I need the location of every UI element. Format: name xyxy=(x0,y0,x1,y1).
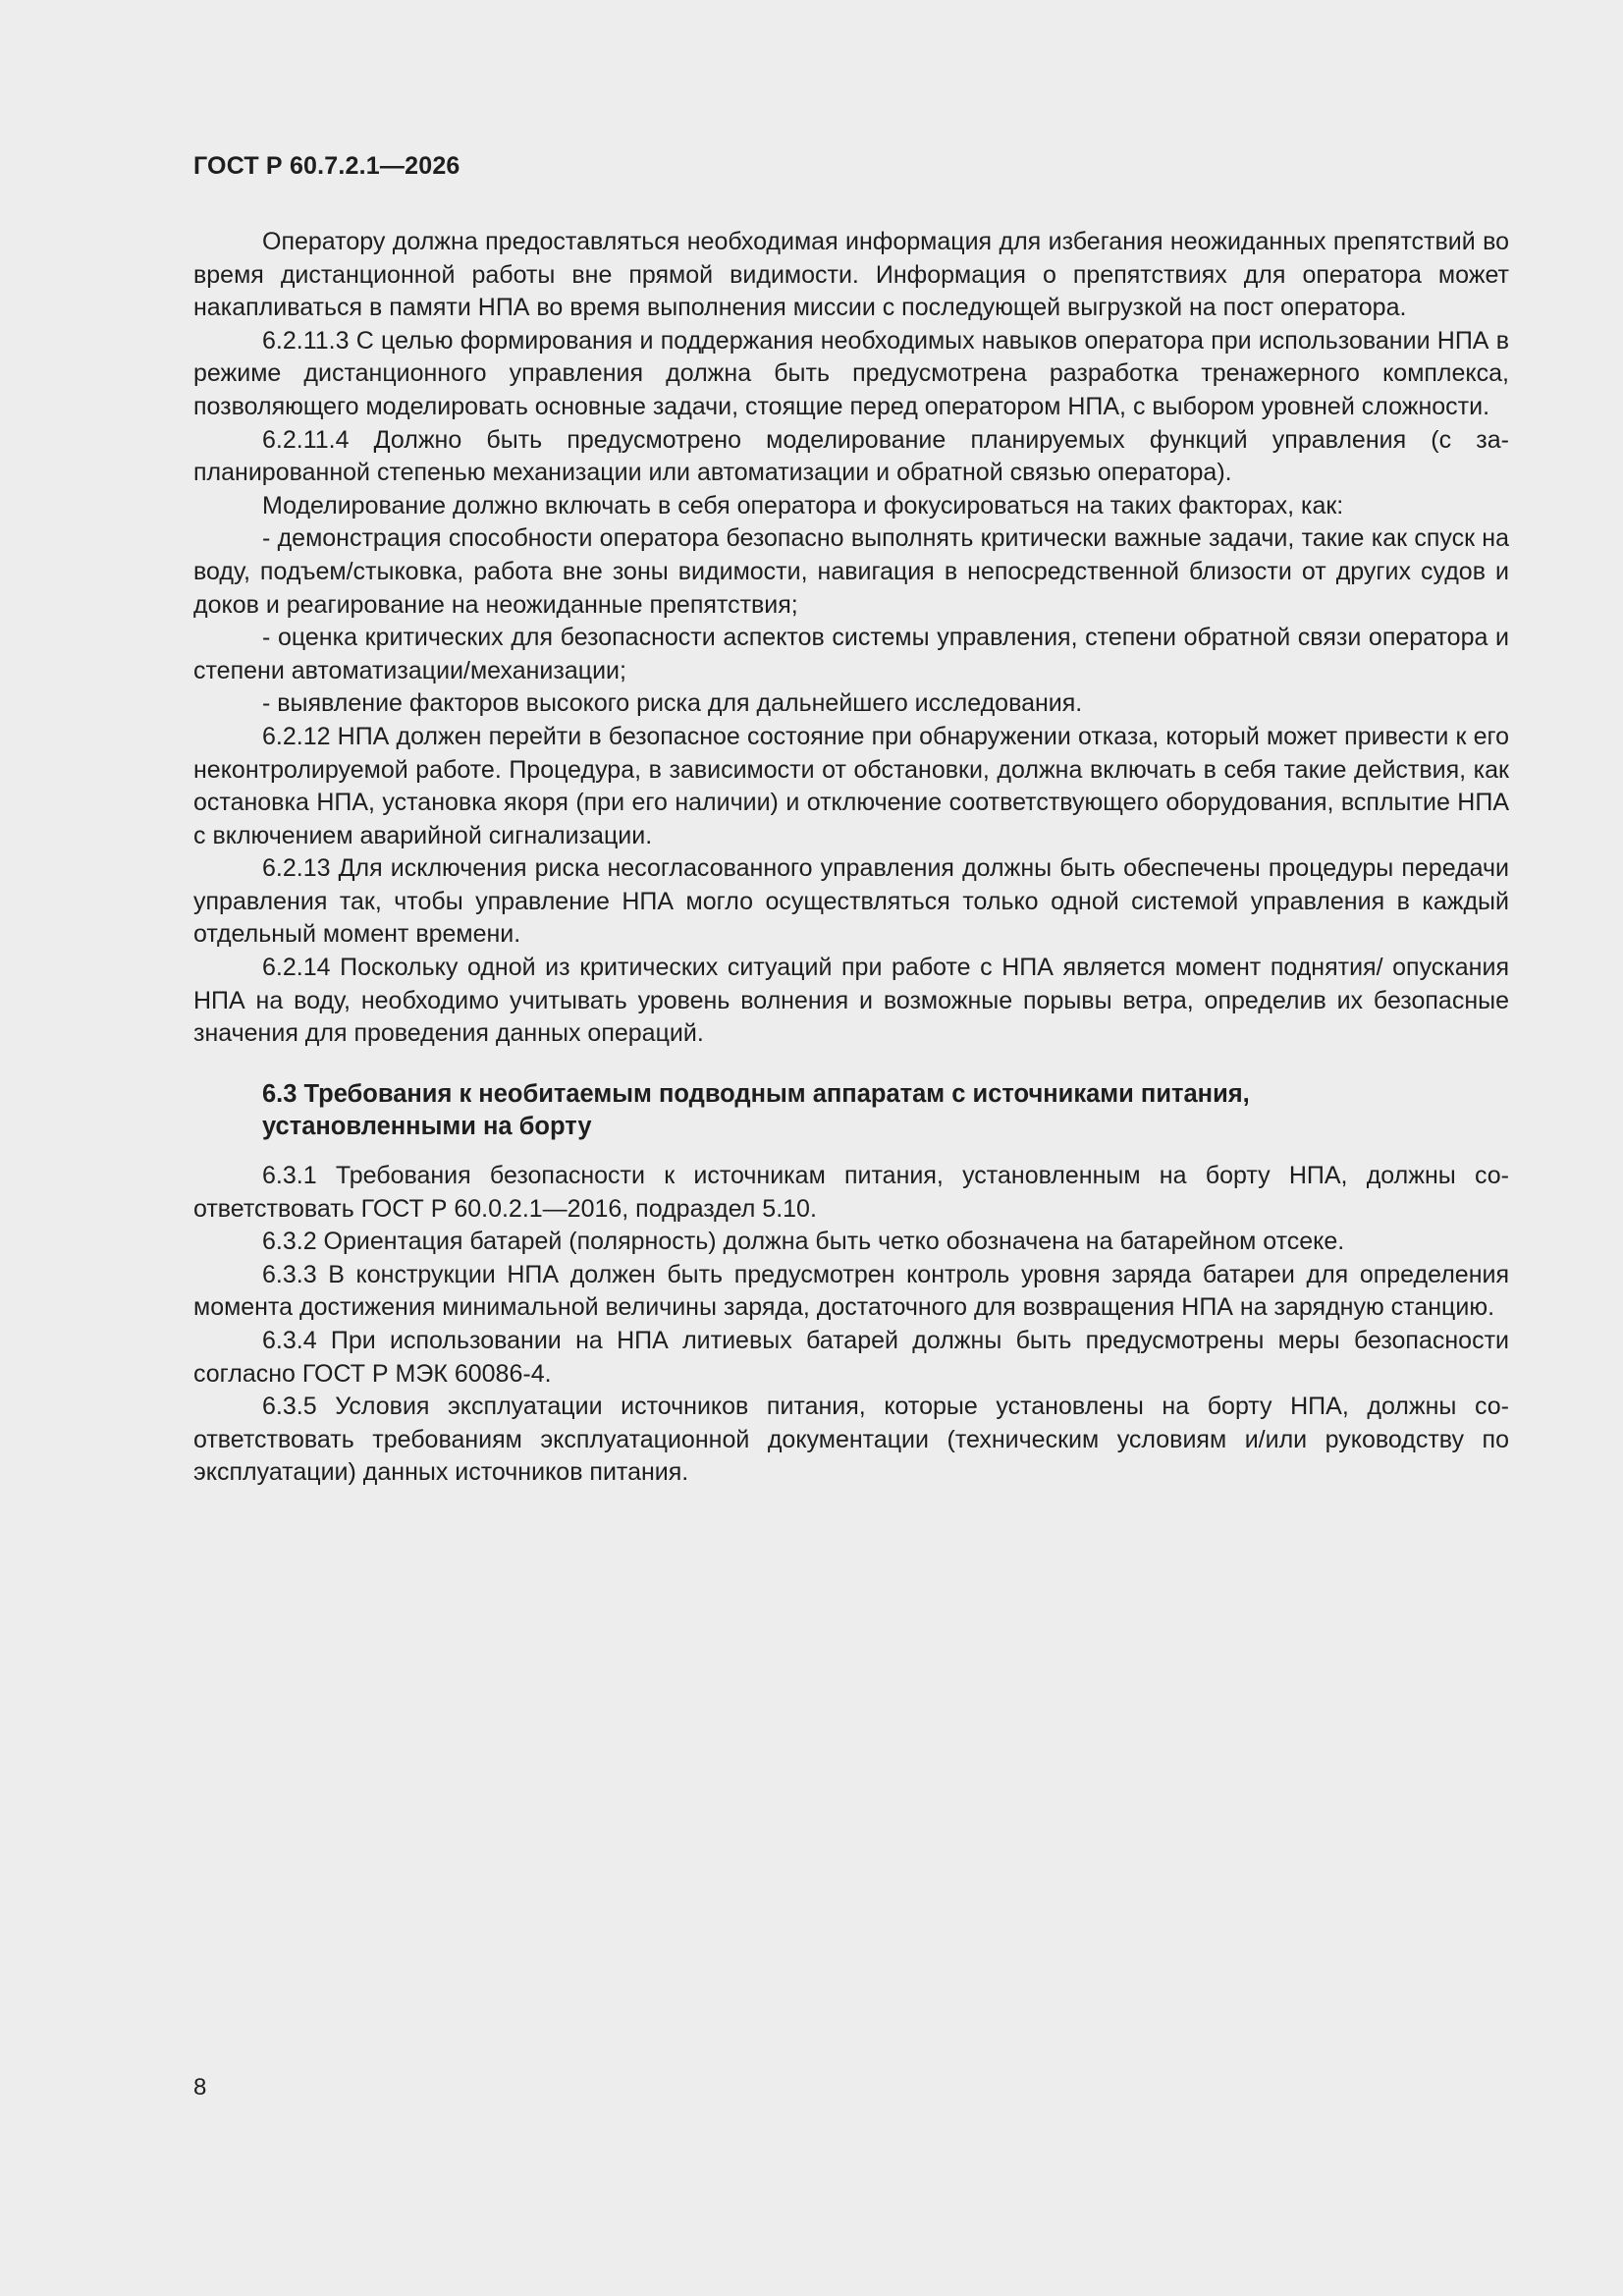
paragraph-6-2-13: 6.2.13 Для исключения риска несогласованного управления должны быть обеспечены процедуры передачи управления так, чтобы управление НПА могло осуществляться только одной системой управления в каждый отдельный момент времени. xyxy=(193,854,1509,949)
page-number: 8 xyxy=(193,2074,207,2101)
paragraph-6-2-11-4: 6.2.11.4 Должно быть предусмотрено моделирование планируемых функций управления (с запланированной степенью механизации или автоматизации и обратной связью оператора). xyxy=(193,425,1509,487)
list-item-assessment: - оценка критических для безопасности аспектов системы управления, степени обратной связи оператора и степени автоматизации/механизации; xyxy=(193,624,1509,684)
paragraph-operator-info: Оператору должна предоставляться необходимая информация для избегания неожиданных препятствий во время дистанционной работы вне прямой видимости. Информация о препятствиях для оператора может накапливаться в памяти НПА во время выполнения миссии с последующей выгрузкой на пост оператора. xyxy=(193,228,1509,322)
paragraph-modeling-intro: Моделирование должно включать в себя оператора и фокусироваться на таких факторах, как: xyxy=(262,491,1344,519)
paragraph-6-3-3: 6.3.3 В конструкции НПА должен быть предусмотрен контроль уровня заряда батареи для определения момента достижения минимальной величины заряда, достаточного для возвращения НПА на зарядную станцию. xyxy=(193,1260,1509,1322)
document-body xyxy=(193,226,1509,1490)
standard-designation: ГОСТ Р 60.7.2.1—2026 xyxy=(193,152,460,180)
list-item-risk-factors: - выявление факторов высокого риска для дальнейшего исследования. xyxy=(262,689,1083,718)
paragraph-6-3-5: 6.3.5 Условия эксплуатации источников питания, которые установлены на борту НПА, должны соответствовать требованиям эксплуатационной документации (техническим условиям и/или руководству по эксплуатации) данных источников питания. xyxy=(193,1393,1509,1487)
paragraph-6-2-12: 6.2.12 НПА должен перейти в безопасное состояние при обнаружении отказа, который может привести к его неконтролируемой работе. Процедура, в зависимости от обстановки, должна включать в себя такие действия, как остановка НПА, установка якоря (при его наличии) и отключение соответствующего оборудования, всплытие НПА с включением аварийной сигнализации. xyxy=(193,722,1509,849)
list-item-demonstration: - демонстрация способности оператора безопасно выполнять критически важные задачи, такие как спуск на воду, подъем/стыковка, работа вне зоны видимости, навигация в непосредственной близости от других судов и доков и реагирование на неожиданные препятствия; xyxy=(193,524,1509,619)
paragraph-6-2-14: 6.2.14 Поскольку одной из критических ситуаций при работе с НПА является момент поднятия/ опускания НПА на воду, необходимо учитывать уровень волнения и возможные порывы ветра, определив их безопасные значения для проведения данных операций. xyxy=(193,954,1509,1048)
section-heading-line-1: 6.3 Требования к необитаемым подводным аппаратам с источниками питания, xyxy=(262,1079,1250,1108)
section-heading-line-2: установленными на борту xyxy=(262,1113,592,1141)
paragraph-6-3-2: 6.3.2 Ориентация батарей (полярность) должна быть четко обозначена на батарейном отсеке. xyxy=(262,1228,1345,1256)
paragraph-6-3-4: 6.3.4 При использовании на НПА литиевых батарей должны быть предусмотрены меры безопасности согласно ГОСТ Р МЭК 60086-4. xyxy=(193,1327,1509,1388)
paragraph-6-3-1: 6.3.1 Требования безопасности к источникам питания, установленным на борту НПА, должны соответствовать ГОСТ Р 60.0.2.1—2016, подраздел 5.10. xyxy=(193,1162,1509,1223)
section-heading-6-3 xyxy=(262,1078,1509,1144)
paragraph-6-2-11-3: 6.2.11.3 С целью формирования и поддержания необходимых навыков оператора при использовании НПА в режиме дистанционного управления должна быть предусмотрена разработка тренажерного комплекса, позволяющего моделировать основные задачи, стоящие перед оператором НПА, с выбором уровней сложности. xyxy=(193,326,1509,420)
